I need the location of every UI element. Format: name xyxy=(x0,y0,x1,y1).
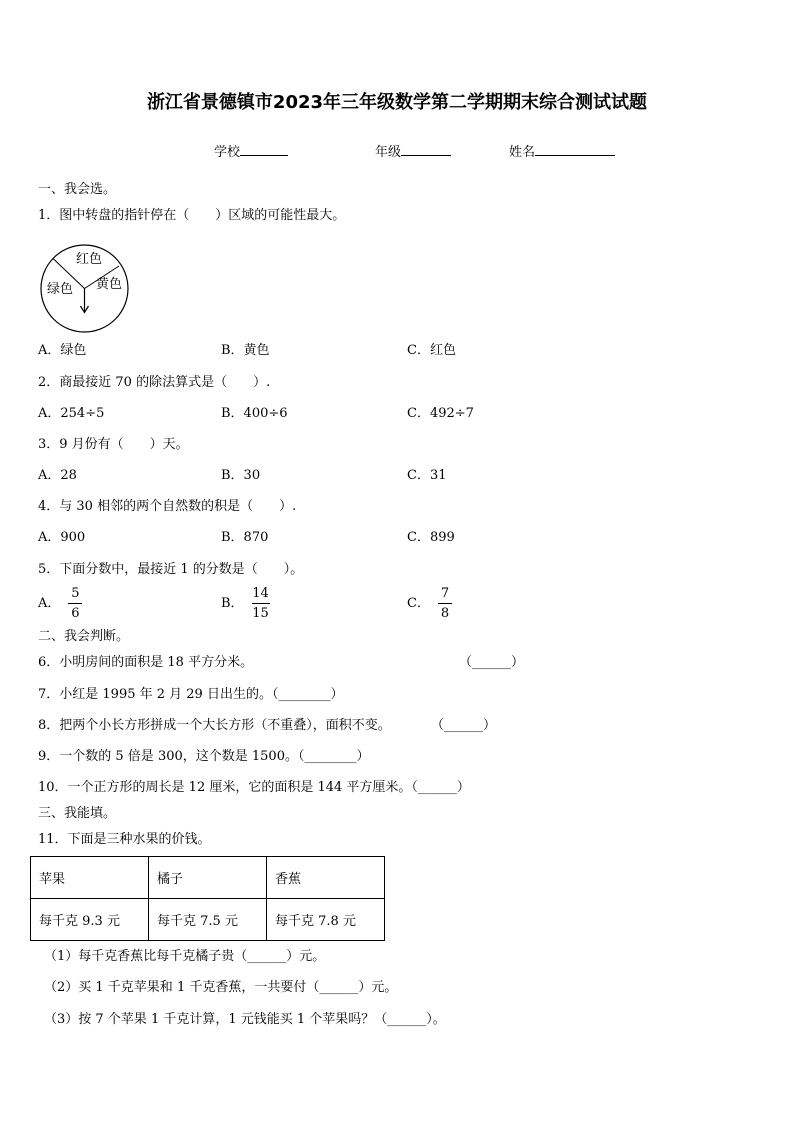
fruit-price-table xyxy=(30,856,385,941)
q2-option-b[interactable]: B．400÷6 xyxy=(221,406,288,421)
name-field xyxy=(509,141,615,160)
q7-text[interactable]: 7．小红是 1995 年 2 月 29 日出生的。（________） xyxy=(38,687,344,702)
grade-field xyxy=(375,141,451,160)
q5-stem: 5．下面分数中，最接近 1 的分数是（ ）。 xyxy=(38,562,304,577)
q1-option-c[interactable]: C．红色 xyxy=(407,343,456,358)
q4-stem: 4．与 30 相邻的两个自然数的积是（ ）. xyxy=(38,499,297,514)
fraction-numerator: 7 xyxy=(440,586,450,601)
q4-option-b[interactable]: B．870 xyxy=(221,530,269,545)
table-header-cell: 苹果 xyxy=(31,857,149,899)
fraction-5-6 xyxy=(68,586,82,621)
school-field xyxy=(214,141,288,160)
fraction-denominator: 8 xyxy=(440,606,450,621)
section-heading-choice: 一、我会选。 xyxy=(38,182,117,197)
grade-label: 年级 xyxy=(375,145,402,160)
table-row xyxy=(31,899,385,941)
q2-option-c[interactable]: C．492÷7 xyxy=(407,406,474,421)
fraction-denominator: 15 xyxy=(252,606,269,621)
q10-text[interactable]: 10．一个正方形的周长是 12 厘米，它的面积是 144 平方厘米。（______） xyxy=(38,780,470,795)
table-header-cell: 香蕉 xyxy=(267,857,385,899)
page-title: 浙江省景德镇市2023年三年级数学第二学期期末综合测试试题 xyxy=(146,92,648,113)
q6-answer-blank[interactable]: （______） xyxy=(459,655,525,670)
fraction-numerator: 14 xyxy=(252,586,269,601)
table-header-cell: 橘子 xyxy=(149,857,267,899)
q3-option-a[interactable]: A．28 xyxy=(38,468,77,483)
q3-stem: 3．9 月份有（ ）天。 xyxy=(38,437,189,452)
grade-blank[interactable] xyxy=(401,143,451,156)
q2-stem: 2．商最接近 70 的除法算式是（ ）. xyxy=(38,375,271,390)
q2-option-a[interactable]: A．254÷5 xyxy=(38,406,105,421)
q5-option-b[interactable] xyxy=(221,586,270,621)
table-cell: 每千克 7.8 元 xyxy=(267,899,385,941)
fraction-7-8 xyxy=(438,586,452,621)
spinner-label-green: 绿色 xyxy=(47,282,74,297)
table-cell: 每千克 7.5 元 xyxy=(149,899,267,941)
q5-option-a-label: A． xyxy=(38,596,61,611)
fraction-bar xyxy=(438,603,452,604)
spinner-label-red: 红色 xyxy=(76,252,103,267)
q11-stem: 11．下面是三种水果的价钱。 xyxy=(38,832,211,847)
q4-option-a[interactable]: A．900 xyxy=(38,530,86,545)
table-row xyxy=(31,857,385,899)
spinner-diagram xyxy=(40,244,130,334)
q5-option-c[interactable] xyxy=(407,586,452,621)
name-label: 姓名 xyxy=(509,145,536,160)
spinner-label-yellow: 黄色 xyxy=(96,277,123,292)
fraction-numerator: 5 xyxy=(71,586,80,601)
q1-option-a[interactable]: A．绿色 xyxy=(38,343,87,358)
fraction-14-15 xyxy=(252,586,270,621)
q11-sub-1[interactable]: （1）每千克香蕉比每千克橘子贵（______）元。 xyxy=(44,949,326,964)
fraction-denominator: 6 xyxy=(71,606,80,621)
q11-sub-3[interactable]: （3）按 7 个苹果 1 千克计算，1 元钱能买 1 个苹果吗？（______）。 xyxy=(44,1012,446,1027)
q9-text[interactable]: 9．一个数的 5 倍是 300，这个数是 1500。（________） xyxy=(38,749,370,764)
q8-text: 8．把两个小长方形拼成一个大长方形（不重叠），面积不变。 xyxy=(38,718,391,733)
q1-option-b[interactable]: B．黄色 xyxy=(221,343,270,358)
school-label: 学校 xyxy=(214,145,241,160)
q6-text: 6．小明房间的面积是 18 平方分米。 xyxy=(38,655,254,670)
q11-sub-2[interactable]: （2）买 1 千克苹果和 1 千克香蕉，一共要付（______）元。 xyxy=(44,980,398,995)
q3-option-c[interactable]: C．31 xyxy=(407,468,447,483)
name-blank[interactable] xyxy=(535,143,615,156)
section-heading-judge: 二、我会判断。 xyxy=(38,629,130,644)
q3-option-b[interactable]: B．30 xyxy=(221,468,261,483)
section-heading-fill: 三、我能填。 xyxy=(38,806,117,821)
q1-stem: 1．图中转盘的指针停在（ ）区域的可能性最大。 xyxy=(38,208,346,223)
q4-option-c[interactable]: C．899 xyxy=(407,530,455,545)
q5-option-c-label: C． xyxy=(407,596,430,611)
fraction-bar xyxy=(68,603,82,604)
q5-option-b-label: B． xyxy=(221,596,244,611)
fraction-bar xyxy=(252,603,270,604)
q5-option-a[interactable] xyxy=(38,586,82,621)
table-cell: 每千克 9.3 元 xyxy=(31,899,149,941)
q8-answer-blank[interactable]: （______） xyxy=(431,718,497,733)
school-blank[interactable] xyxy=(240,143,288,156)
